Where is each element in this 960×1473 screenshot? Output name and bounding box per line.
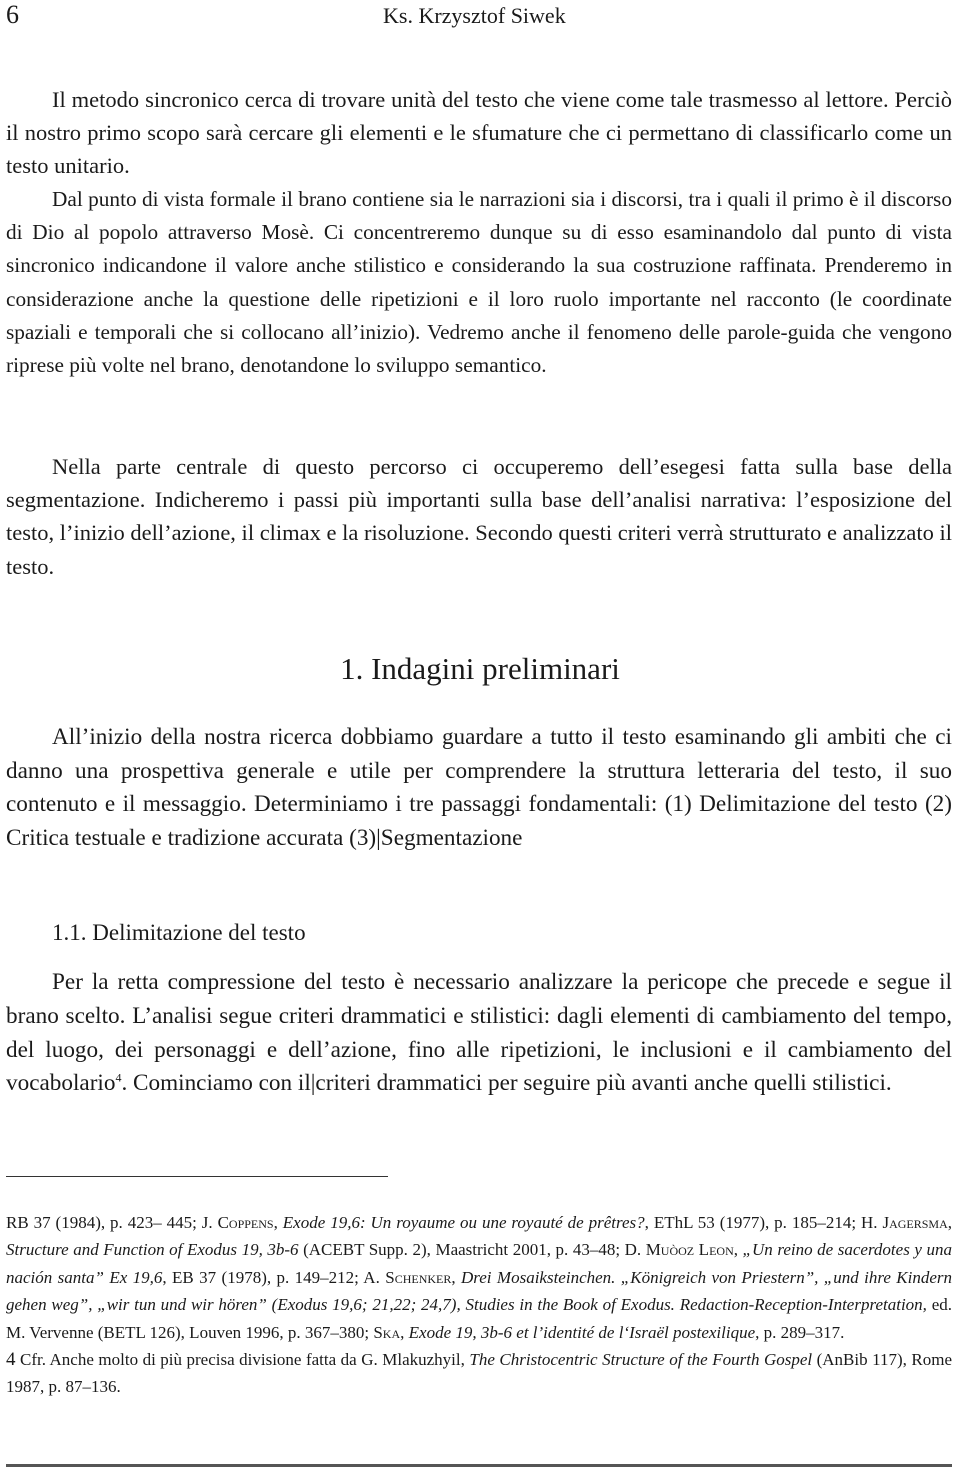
footnote-title: Exode 19,6: Un royaume ou une royauté de prêtres? <box>282 1213 645 1232</box>
intro-paragraph-3-text: Nella parte centrale di questo percorso ci occuperemo dell’esegesi fatta sulla base della segmentazione. Indicheremo i passi più importanti sulla base dell’analisi narrativa: l’esposizione del testo, l’inizio dell’azione, il climax e la risoluzione. Secondo questi criteri verrà strutturato e analizzato il testo. <box>6 454 952 579</box>
footnote-text: , <box>733 1240 743 1260</box>
footnote-text: (ACEBT Supp. 2), Maastricht 2001, p. 43–48; D. <box>298 1240 646 1260</box>
subsection-paragraph-text: Per la retta compressione del testo è necessario analizzare la pericope che precede e segue il brano scelto. L’analisi segue criteri drammatici e stilistici: dagli elementi di cambiamento del tempo, del luogo, dei personaggi e dell’azione, fino alle ripetizioni, le inclusioni e il cambiamento del vocabolario <box>6 969 952 1097</box>
footnote-reference: 4 <box>115 1070 122 1085</box>
subsection-heading: 1.1. Delimitazione del testo <box>52 920 306 945</box>
footnote-text: , EThL 53 (1977), p. 185–214; H. <box>644 1213 883 1232</box>
footnote-author: Ska <box>373 1322 401 1342</box>
bottom-rule <box>6 1464 952 1467</box>
footnote-text: , <box>947 1213 953 1232</box>
footnote-title: Structure and Function of Exodus 19, 3b-6 <box>6 1240 299 1260</box>
intro-paragraph-2 <box>6 183 952 382</box>
footnote-text: , <box>400 1322 409 1342</box>
footnotes <box>6 1209 952 1401</box>
page-number: 6 <box>6 0 19 29</box>
section-paragraph-text: All’inizio della nostra ricerca dobbiamo guardare a tutto il testo esaminando gli ambiti che ci danno una prospettiva generale e utile per comprendere la struttura letteraria del testo, il suo contenuto e il messaggio. Determiniamo i tre passaggi fondamentali: (1) Delimitazione del testo (2) Critica testuale e tradizione accurata (3)|Segmentazione <box>6 724 952 851</box>
footnote-author: Jagersma <box>882 1213 948 1232</box>
footnote-title: Drei Mosaiksteinchen. „Königreich von Priestern”, „und ihre Kindern gehen weg”, „wir tun und wir hören” (Exodus 19,6; 21,22; 24,7), Studies in the Book of Exodus. Redaction-Reception-Interpretation, <box>6 1267 952 1315</box>
intro-paragraph-1 <box>6 83 952 183</box>
footnote-text: , <box>451 1267 461 1287</box>
footnote-author: Coppens <box>217 1213 274 1232</box>
footnote-author: Muòoz Leon <box>645 1240 734 1260</box>
intro-paragraph-3 <box>6 450 952 583</box>
footnote-text: (AnBib 117), Rome 1987, p. 87–136. <box>6 1350 952 1397</box>
footnote-4 <box>6 1346 952 1401</box>
footnote-text: RB 37 (1984), p. 423– 445; J. <box>6 1213 218 1232</box>
footnote-text: , p. 289–317. <box>755 1322 845 1342</box>
footnote-title: The Christocentric Structure of the Fourth Gospel <box>469 1350 813 1370</box>
footnote-3-continued <box>6 1209 952 1346</box>
footnote-text: , EB 37 (1978), p. 149–212; A. <box>162 1267 386 1287</box>
intro-paragraph-1-text: Il metodo sincronico cerca di trovare unità del testo che viene come tale trasmesso al lettore. Perciò il nostro primo scopo sarà cercare gli elementi e le sfumature che ci permettano di classificarlo come un testo unitario. <box>6 87 952 179</box>
footnote-author: Schenker <box>385 1267 452 1287</box>
footnote-title: „Un reino de sacerdotes y una nación santa” Ex 19,6 <box>6 1240 952 1287</box>
footnote-text: Cfr. Anche molto di più precisa divisione fatta da G. Mlakuzhyil, <box>15 1350 470 1370</box>
footnote-separator <box>6 1176 388 1177</box>
footnote-title: Exode 19, 3b-6 et l’identité de l‘Israël postexilique <box>408 1322 756 1342</box>
running-head: Ks. Krzysztof Siwek <box>383 3 566 28</box>
footnote-number: 4 <box>6 1349 16 1371</box>
subsection-paragraph <box>6 966 952 1101</box>
footnote-text: ed. M. Vervenne (BETL 126), Louven 1996, p. 367–380; <box>6 1295 952 1342</box>
section-heading: 1. Indagini preliminari <box>340 651 620 686</box>
subsection-paragraph-continuation: . Cominciamo con il|criteri drammatici per seguire più avanti anche quelli stilistici. <box>121 1070 892 1097</box>
footnote-text: , <box>273 1213 283 1232</box>
section-paragraph <box>6 721 952 855</box>
intro-paragraph-2-text: Dal punto di vista formale il brano contiene sia le narrazioni sia i discorsi, tra i quali il primo è il discorso di Dio al popolo attraverso Mosè. Ci concentreremo dunque su di esso esaminandolo dal punto di vista sincronico indicandone il valore anche stilistico e considerando la sua costruzione raffinata. Prenderemo in considerazione anche la questione delle ripetizioni e il loro ruolo importante nel racconto (le coordinate spaziali e temporali che si collocano all’inizio). Vedremo anche il fenomeno delle parole-guida che vengono riprese più volte nel brano, denotandone lo sviluppo semantico. <box>6 187 952 378</box>
